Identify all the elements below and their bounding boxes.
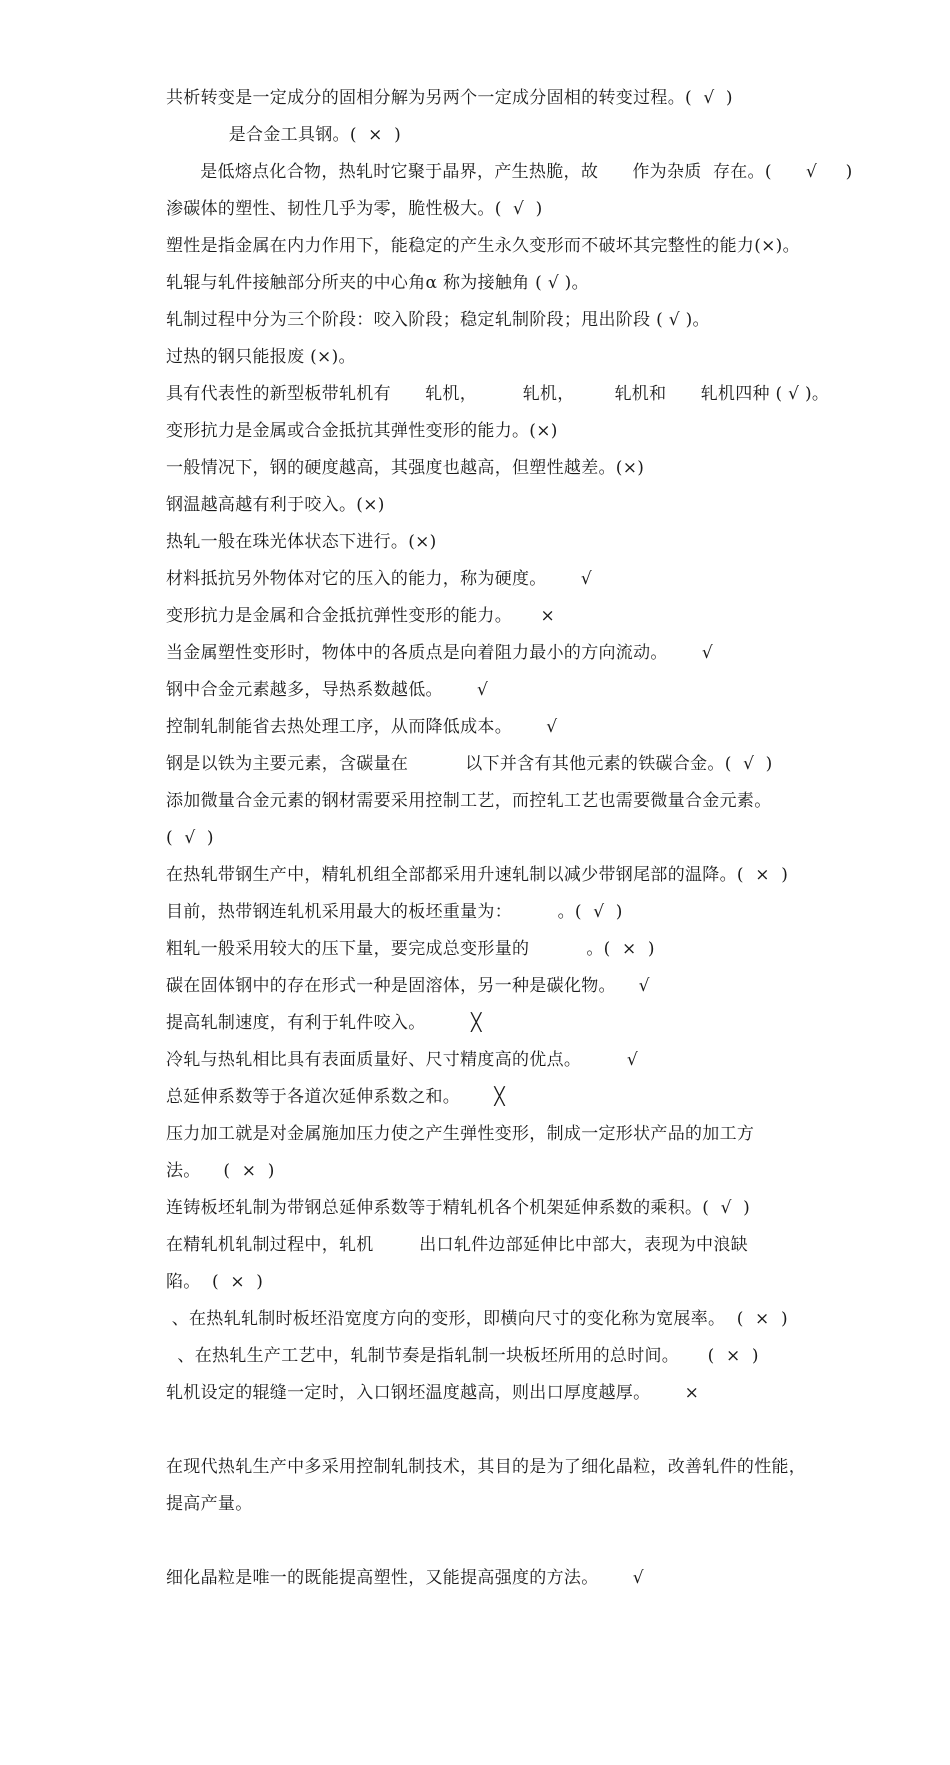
statement-6: 轧辊与轧件接触部分所夹的中心角α 称为接触角 ( √ )。 xyxy=(166,273,589,293)
statement-9: 具有代表性的新型板带轧机有 轧机， 轧机， 轧机和 轧机四种 ( √ )。 xyxy=(166,384,830,404)
statement-8: 过热的钢只能报废 (×)。 xyxy=(166,347,356,367)
statement-18: 控制轧制能省去热处理工序，从而降低成本。 √ xyxy=(166,717,558,737)
statement-20: 添加微量合金元素的钢材需要采用控制工艺，而控轧工艺也需要微量合金元素。 xyxy=(166,791,772,811)
statement-12: 钢温越高越有利于咬入。(×) xyxy=(166,495,385,515)
statement-3: 是低熔点化合物，热轧时它聚于晶界，产生热脆，故 作为杂质 存在。( √ ) xyxy=(166,162,853,182)
statement-11: 一般情况下，钢的硬度越高，其强度也越高，但塑性越差。(×) xyxy=(166,458,645,478)
statement-7: 轧制过程中分为三个阶段：咬入阶段；稳定轧制阶段；甩出阶段 ( √ )。 xyxy=(166,310,710,330)
statement-25: 提高轧制速度，有利于轧件咬入。 ╳ xyxy=(166,1013,482,1033)
statement-22: 目前，热带钢连轧机采用最大的板坯重量为： 。( √ ) xyxy=(166,902,623,922)
statement-2: 是合金工具钢。( × ) xyxy=(166,125,402,145)
statement-10: 变形抗力是金属或合金抵抗其弹性变形的能力。(×) xyxy=(166,421,558,441)
statement-26: 冷轧与热轧相比具有表面质量好、尺寸精度高的优点。 √ xyxy=(166,1050,638,1070)
statement-34: 在现代热轧生产中多采用控制轧制技术，其目的是为了细化晶粒，改善轧件的性能， xyxy=(166,1457,807,1477)
statement-5: 塑性是指金属在内力作用下，能稳定的产生永久变形而不破坏其完整性的能力(×)。 xyxy=(166,236,800,256)
statement-23: 粗轧一般采用较大的压下量，要完成总变形量的 。( × ) xyxy=(166,939,655,959)
statement-30: 在精轧机轧制过程中，轧机 出口轧件边部延伸比中部大，表现为中浪缺 xyxy=(166,1235,748,1255)
statement-28-answer: 法。 ( × ) xyxy=(166,1161,275,1181)
statement-34-continued: 提高产量。 xyxy=(166,1494,253,1514)
statement-27: 总延伸系数等于各道次延伸系数之和。 ╳ xyxy=(166,1087,505,1107)
statement-35: 细化晶粒是唯一的既能提高塑性，又能提高强度的方法。 √ xyxy=(166,1568,644,1588)
statement-31: 、在热轧轧制时板坯沿宽度方向的变形，即横向尺寸的变化称为宽展率。 ( × ) xyxy=(166,1309,788,1329)
statement-4: 渗碳体的塑性、韧性几乎为零，脆性极大。( √ ) xyxy=(166,199,543,219)
statement-30-answer: 陷。 ( × ) xyxy=(166,1272,264,1292)
statement-33: 轧机设定的辊缝一定时，入口钢坯温度越高，则出口厚度越厚。 × xyxy=(166,1383,700,1403)
statement-15: 变形抗力是金属和合金抵抗弹性变形的能力。 × xyxy=(166,606,556,626)
true-false-question-list xyxy=(166,80,866,1597)
statement-29: 连铸板坯轧制为带钢总延伸系数等于精轧机各个机架延伸系数的乘积。( √ ) xyxy=(166,1198,751,1218)
statement-19: 钢是以铁为主要元素，含碳量在 以下并含有其他元素的铁碳合金。( √ ) xyxy=(166,754,773,774)
statement-24: 碳在固体钢中的存在形式一种是固溶体，另一种是碳化物。 √ xyxy=(166,976,650,996)
statement-32: 、在热轧生产工艺中，轧制节奏是指轧制一块板坯所用的总时间。 ( × ) xyxy=(166,1346,759,1366)
statement-17: 钢中合金元素越多，导热系数越低。 √ xyxy=(166,680,489,700)
statement-1: 共析转变是一定成分的固相分解为另两个一定成分固相的转变过程。( √ ) xyxy=(166,88,733,108)
statement-20-answer: ( √ ) xyxy=(166,828,214,848)
statement-28: 压力加工就是对金属施加压力使之产生弹性变形，制成一定形状产品的加工方 xyxy=(166,1124,755,1144)
statement-21: 在热轧带钢生产中，精轧机组全部都采用升速轧制以减少带钢尾部的温降。( × ) xyxy=(166,865,789,885)
statement-14: 材料抵抗另外物体对它的压入的能力，称为硬度。 √ xyxy=(166,569,592,589)
statement-16: 当金属塑性变形时，物体中的各质点是向着阻力最小的方向流动。 √ xyxy=(166,643,714,663)
statement-13: 热轧一般在珠光体状态下进行。(×) xyxy=(166,532,437,552)
